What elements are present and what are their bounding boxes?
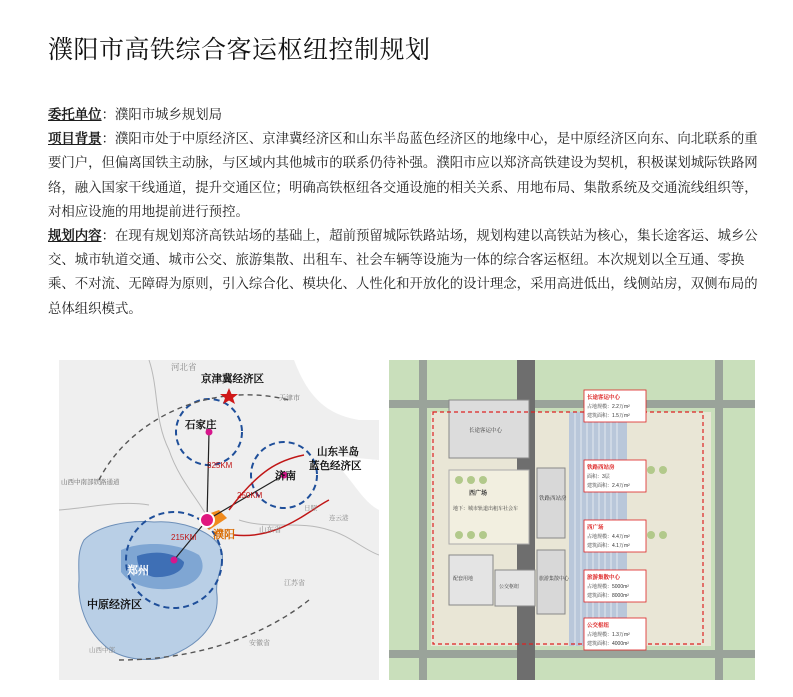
province-js-label: 江苏省 [284,580,305,587]
info-1-b: 建筑面积：1.5万m² [587,413,630,419]
info-box-1 [584,390,646,422]
client-label: 委托单位 [48,107,102,122]
city-lianyungang-label: 连云港 [329,515,349,522]
info-2-title: 铁路西站房 [587,465,615,471]
label-west-square: 西广场 [469,491,488,497]
city-py-label: 濮阳 [213,529,235,541]
label-tour: 旅游集散中心 [539,576,570,582]
info-2-b: 建筑面积：2.4万m² [587,483,630,489]
puyang-marker [200,513,214,527]
dist-jn-label: 250KM [237,491,263,500]
station-west-building [537,468,565,538]
dist-sjz-label: 325KM [207,461,233,470]
zone-sd-label-1: 山东半岛 [317,446,359,458]
client-paragraph [48,103,768,127]
info-4-title: 旅游集散中心 [587,575,621,581]
province-ah-label: 安徽省 [249,640,270,647]
content-text: ：在现有规划郑济高铁站场的基础上，超前预留城际铁路站场，规划构建以高铁站为核心，集长途客运、城乡公交、城市轨道交通、城市公交、旅游集散、出租车、社会车辆等设施为一体的综合客运枢纽。本次规划以全互通、零换乘、不对流、无障碍为原则，引入综合化、模块化、人性化和开放化的设计理念，采用高进低出，线侧站房，双侧布局的总体组织模式。 [48,228,758,316]
info-box-5 [584,618,646,650]
zone-zy-label: 中原经济区 [87,599,142,611]
content-paragraph [48,224,768,321]
background-paragraph [48,127,768,224]
info-2-a: 面积：3层 [587,474,610,480]
info-1-a: 占地规模：2.2万m² [587,404,630,410]
zone-jjj-label: 京津冀经济区 [201,373,264,385]
city-tj-label: 天津市 [279,395,300,402]
dist-zz-label: 215KM [171,533,197,542]
regional-map-svg [59,360,379,680]
info-5-b: 建筑面积：4000m² [587,641,629,647]
info-3-title: 西广场 [587,525,604,531]
info-box-2 [584,460,646,492]
tour-building [537,550,565,614]
info-box-4 [584,570,646,602]
city-rz-label: 日照 [304,505,317,512]
info-3-b: 建筑面积：4.1万m² [587,543,630,549]
info-1-title: 长途客运中心 [587,395,621,401]
content-label: 规划内容 [48,228,102,244]
city-bottom-label: 山西中部 [89,647,115,654]
background-text: ：濮阳市处于中原经济区、京津冀经济区和山东半岛蓝色经济区的地缘中心，是中原经济区向东、向北联系的重要门户，但偏离国铁主动脉，与区域内其他城市的联系仍待补强。濮阳市应以郑济高铁建设为契机，积极谋划城际铁路网络，融入国家干线通道，提升交通区位；明确高铁枢纽各交通设施的相关关系、用地布局、集散系统及交通流线组织等，对相应设施的用地提前进行预控。 [48,131,758,219]
background-label: 项目背景 [48,131,102,147]
body-text [48,103,768,321]
info-box-3 [584,520,646,552]
info-5-title: 公交枢纽 [587,623,610,629]
province-top-label: 河北省 [171,362,197,372]
city-sjz-label: 石家庄 [185,419,217,431]
site-plan-svg [389,360,755,680]
label-parking: 配套用地 [453,576,474,582]
province-sx-label: 山西中南部铁路通道 [61,479,120,486]
city-zz-label: 郑州 [127,565,149,577]
info-5-a: 占地规模：1.3万m² [587,632,630,638]
province-sd-label: 山东省 [259,525,282,534]
info-4-a: 占地规模：5000m² [587,584,629,590]
client-text: ：濮阳市城乡规划局 [101,107,223,122]
label-bus: 公交枢纽 [499,584,520,590]
label-underground: 地下：城市轨道出租车社会车 [453,506,519,512]
info-3-a: 占地规模：4.4万m² [587,534,630,540]
site-plan [389,360,755,680]
zone-sd-label-2: 蓝色经济区 [309,460,362,472]
label-long-distance: 长途客运中心 [469,428,503,434]
label-station-west: 铁路西站房 [539,496,567,502]
info-4-b: 建筑面积：8000m² [587,593,629,599]
regional-map [59,360,379,680]
page-title: 濮阳市高铁综合客运枢纽控制规划 [48,36,431,64]
city-jn-label: 济南 [275,470,296,482]
